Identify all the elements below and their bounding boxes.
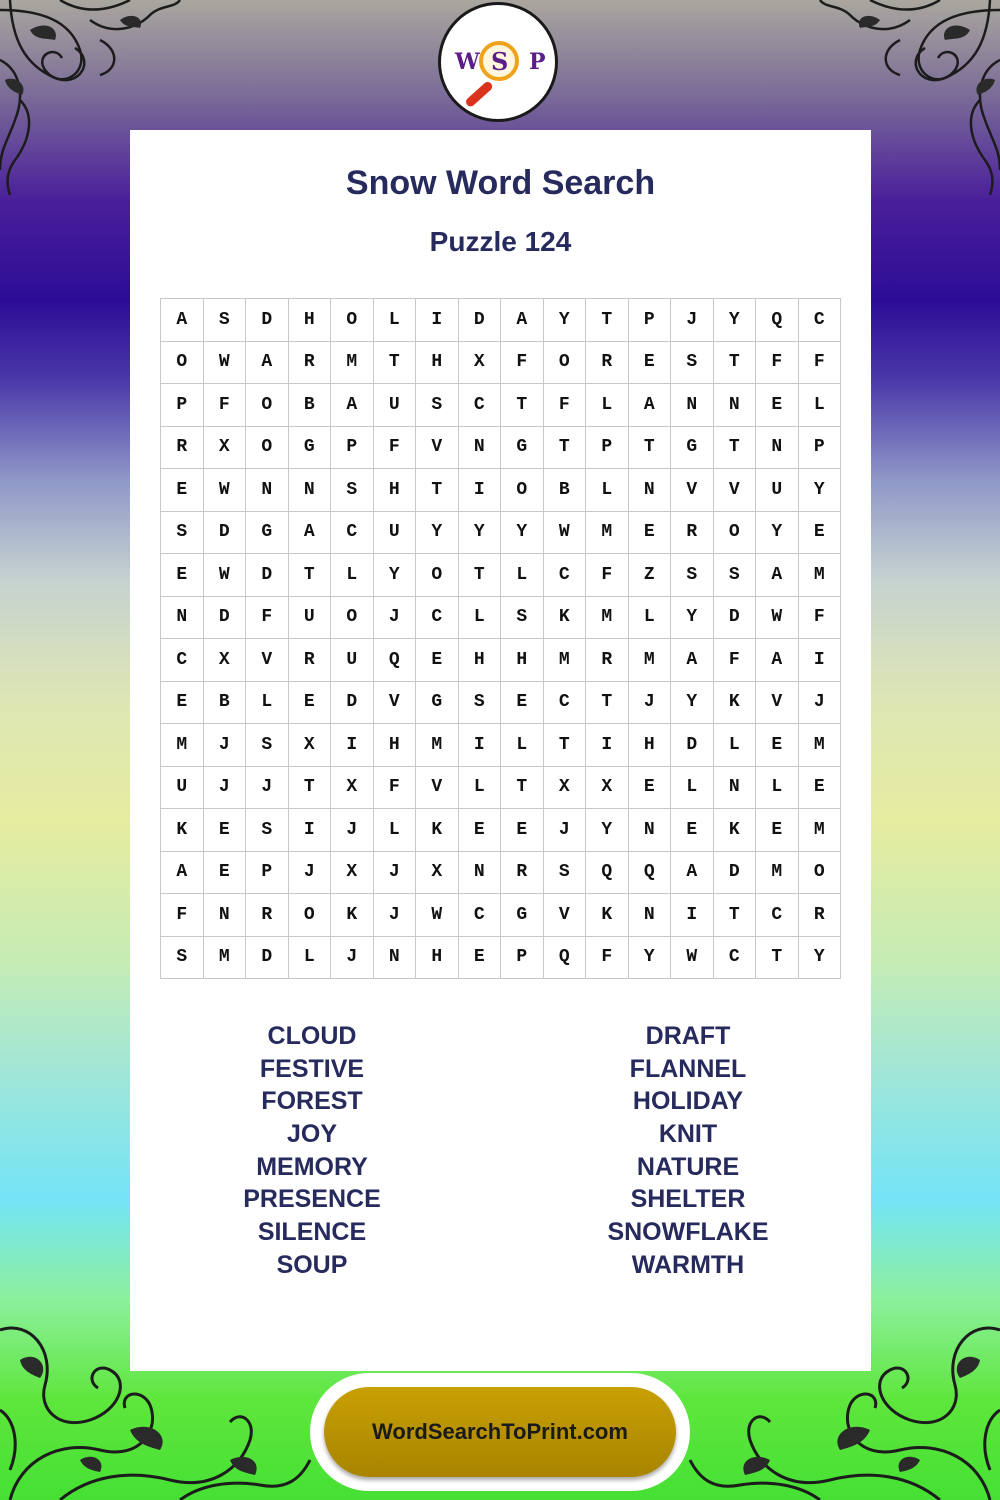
grid-cell: S — [246, 724, 289, 767]
wsp-logo — [438, 2, 558, 122]
grid-cell: H — [416, 342, 459, 385]
grid-cell: D — [246, 299, 289, 342]
grid-cell: T — [501, 384, 544, 427]
grid-cell: A — [501, 299, 544, 342]
grid-cell: K — [331, 894, 374, 937]
grid-cell: T — [714, 894, 757, 937]
grid-cell: M — [331, 342, 374, 385]
grid-cell: T — [586, 682, 629, 725]
grid-cell: D — [246, 937, 289, 980]
grid-cell: E — [459, 937, 502, 980]
grid-cell: N — [629, 469, 672, 512]
grid-cell: K — [416, 809, 459, 852]
grid-cell: C — [459, 384, 502, 427]
grid-cell: J — [204, 767, 247, 810]
grid-cell: E — [629, 767, 672, 810]
grid-cell: R — [671, 512, 714, 555]
grid-cell: R — [289, 342, 332, 385]
grid-cell: J — [374, 597, 417, 640]
grid-cell: S — [501, 597, 544, 640]
grid-cell: J — [799, 682, 842, 725]
grid-cell: L — [586, 469, 629, 512]
grid-cell: E — [204, 809, 247, 852]
word-list-item: SILENCE — [257, 1218, 367, 1247]
puzzle-card — [130, 130, 871, 1371]
grid-cell: X — [416, 852, 459, 895]
grid-cell: D — [714, 597, 757, 640]
grid-cell: L — [714, 724, 757, 767]
grid-cell: O — [714, 512, 757, 555]
grid-cell: V — [416, 767, 459, 810]
grid-cell: K — [586, 894, 629, 937]
grid-cell: N — [629, 809, 672, 852]
grid-cell: I — [671, 894, 714, 937]
grid-cell: G — [671, 427, 714, 470]
grid-cell: T — [459, 554, 502, 597]
grid-cell: K — [161, 809, 204, 852]
website-link-button[interactable]: WordSearchToPrint.com — [324, 1387, 676, 1477]
grid-cell: H — [501, 639, 544, 682]
grid-cell: R — [586, 639, 629, 682]
grid-cell: M — [756, 852, 799, 895]
grid-cell: F — [374, 427, 417, 470]
magnifier-handle — [464, 80, 494, 108]
grid-cell: Z — [629, 554, 672, 597]
grid-cell: Y — [501, 512, 544, 555]
grid-cell: A — [671, 852, 714, 895]
grid-cell: G — [246, 512, 289, 555]
grid-cell: R — [586, 342, 629, 385]
grid-cell: V — [416, 427, 459, 470]
grid-cell: E — [161, 682, 204, 725]
grid-cell: S — [246, 809, 289, 852]
grid-cell: J — [204, 724, 247, 767]
word-list-item: PRESENCE — [243, 1185, 381, 1214]
grid-cell: V — [714, 469, 757, 512]
grid-cell: A — [161, 852, 204, 895]
grid-cell: E — [629, 512, 672, 555]
grid-cell: I — [459, 724, 502, 767]
word-list-item: WARMTH — [631, 1250, 745, 1279]
grid-cell: O — [246, 384, 289, 427]
grid-cell: T — [501, 767, 544, 810]
grid-cell: F — [501, 342, 544, 385]
grid-cell: A — [331, 384, 374, 427]
grid-cell: R — [799, 894, 842, 937]
grid-cell: A — [756, 639, 799, 682]
grid-cell: X — [204, 427, 247, 470]
grid-cell: W — [671, 937, 714, 980]
puzzle-number: Puzzle 124 — [429, 226, 572, 257]
grid-cell: R — [289, 639, 332, 682]
grid-cell: V — [671, 469, 714, 512]
grid-cell: I — [289, 809, 332, 852]
grid-cell: P — [799, 427, 842, 470]
grid-cell: C — [416, 597, 459, 640]
grid-cell: J — [246, 767, 289, 810]
grid-cell: M — [799, 724, 842, 767]
word-list-item: SOUP — [276, 1250, 348, 1279]
grid-cell: T — [714, 427, 757, 470]
grid-cell: M — [799, 554, 842, 597]
grid-cell: A — [629, 384, 672, 427]
grid-cell: Q — [756, 299, 799, 342]
grid-cell: M — [629, 639, 672, 682]
grid-cell: Y — [671, 682, 714, 725]
grid-cell: S — [331, 469, 374, 512]
grid-cell: C — [756, 894, 799, 937]
grid-cell: N — [289, 469, 332, 512]
grid-cell: N — [459, 852, 502, 895]
grid-cell: R — [246, 894, 289, 937]
word-list-item: MEMORY — [256, 1152, 368, 1181]
grid-cell: Y — [374, 554, 417, 597]
page-title: Snow Word Search — [345, 164, 656, 202]
grid-cell: C — [544, 554, 587, 597]
grid-cell: J — [289, 852, 332, 895]
word-list-item: FOREST — [261, 1087, 363, 1116]
grid-cell: Y — [799, 469, 842, 512]
grid-cell: X — [331, 767, 374, 810]
grid-cell: L — [501, 724, 544, 767]
grid-cell: F — [756, 342, 799, 385]
grid-cell: O — [289, 894, 332, 937]
grid-cell: L — [374, 299, 417, 342]
grid-cell: M — [161, 724, 204, 767]
grid-cell: N — [756, 427, 799, 470]
grid-cell: M — [586, 597, 629, 640]
grid-cell: M — [586, 512, 629, 555]
grid-cell: Y — [586, 809, 629, 852]
grid-cell: E — [629, 342, 672, 385]
grid-cell: E — [161, 469, 204, 512]
grid-cell: M — [204, 937, 247, 980]
grid-cell: U — [289, 597, 332, 640]
grid-cell: S — [714, 554, 757, 597]
grid-cell: J — [374, 894, 417, 937]
grid-cell: T — [544, 427, 587, 470]
grid-cell: O — [501, 469, 544, 512]
grid-cell: F — [586, 554, 629, 597]
grid-cell: O — [246, 427, 289, 470]
word-list-item: SNOWFLAKE — [607, 1218, 769, 1247]
grid-cell: E — [289, 682, 332, 725]
grid-cell: W — [416, 894, 459, 937]
grid-cell: P — [629, 299, 672, 342]
grid-cell: K — [544, 597, 587, 640]
grid-cell: F — [204, 384, 247, 427]
grid-cell: L — [459, 767, 502, 810]
grid-cell: N — [459, 427, 502, 470]
grid-cell: X — [331, 852, 374, 895]
grid-cell: C — [799, 299, 842, 342]
grid-cell: Y — [714, 299, 757, 342]
grid-cell: T — [374, 342, 417, 385]
word-list-item: DRAFT — [645, 1022, 731, 1050]
grid-cell: M — [544, 639, 587, 682]
grid-cell: A — [161, 299, 204, 342]
grid-cell: L — [629, 597, 672, 640]
grid-cell: G — [501, 894, 544, 937]
grid-cell: N — [246, 469, 289, 512]
grid-cell: I — [459, 469, 502, 512]
grid-cell: I — [331, 724, 374, 767]
grid-cell: Q — [374, 639, 417, 682]
grid-cell: F — [714, 639, 757, 682]
grid-cell: X — [204, 639, 247, 682]
grid-cell: U — [756, 469, 799, 512]
grid-cell: U — [374, 512, 417, 555]
grid-cell: V — [756, 682, 799, 725]
grid-cell: Y — [671, 597, 714, 640]
grid-cell: I — [416, 299, 459, 342]
grid-cell: F — [799, 597, 842, 640]
grid-cell: T — [629, 427, 672, 470]
grid-cell: A — [756, 554, 799, 597]
grid-cell: G — [289, 427, 332, 470]
grid-cell: H — [629, 724, 672, 767]
grid-cell: A — [289, 512, 332, 555]
grid-cell: D — [459, 299, 502, 342]
grid-cell: O — [799, 852, 842, 895]
grid-cell: E — [161, 554, 204, 597]
grid-cell: V — [246, 639, 289, 682]
grid-cell: T — [544, 724, 587, 767]
grid-cell: X — [289, 724, 332, 767]
grid-cell: U — [331, 639, 374, 682]
grid-cell: Q — [586, 852, 629, 895]
grid-cell: M — [799, 809, 842, 852]
grid-cell: E — [756, 809, 799, 852]
grid-cell: P — [161, 384, 204, 427]
grid-cell: S — [161, 937, 204, 980]
grid-cell: X — [586, 767, 629, 810]
word-list-left — [162, 1020, 462, 1282]
grid-cell: N — [374, 937, 417, 980]
grid-cell: J — [671, 299, 714, 342]
grid-cell: R — [501, 852, 544, 895]
grid-cell: P — [246, 852, 289, 895]
grid-cell: C — [714, 937, 757, 980]
grid-cell: I — [799, 639, 842, 682]
grid-cell: J — [544, 809, 587, 852]
grid-cell: W — [756, 597, 799, 640]
grid-cell: L — [586, 384, 629, 427]
grid-cell: Y — [459, 512, 502, 555]
grid-cell: C — [544, 682, 587, 725]
logo-letter-p: P — [529, 49, 546, 75]
grid-cell: E — [756, 724, 799, 767]
grid-cell: S — [161, 512, 204, 555]
grid-cell: D — [331, 682, 374, 725]
grid-cell: X — [459, 342, 502, 385]
grid-cell: D — [671, 724, 714, 767]
grid-cell: J — [629, 682, 672, 725]
logo-letter-w: W — [455, 49, 480, 75]
grid-cell: F — [246, 597, 289, 640]
grid-cell: F — [544, 384, 587, 427]
grid-cell: S — [671, 342, 714, 385]
grid-cell: W — [204, 342, 247, 385]
grid-cell: L — [374, 809, 417, 852]
grid-cell: Y — [544, 299, 587, 342]
grid-cell: L — [459, 597, 502, 640]
grid-cell: C — [161, 639, 204, 682]
grid-cell: L — [246, 682, 289, 725]
grid-cell: Y — [629, 937, 672, 980]
grid-cell: D — [204, 512, 247, 555]
word-list-item: FLANNEL — [629, 1054, 747, 1083]
grid-cell: C — [459, 894, 502, 937]
grid-cell: O — [544, 342, 587, 385]
grid-cell: S — [416, 384, 459, 427]
grid-cell: P — [586, 427, 629, 470]
grid-cell: V — [544, 894, 587, 937]
grid-cell: A — [246, 342, 289, 385]
grid-cell: E — [459, 809, 502, 852]
grid-cell: H — [459, 639, 502, 682]
footer-pill — [310, 1373, 690, 1491]
grid-cell: S — [459, 682, 502, 725]
grid-cell: J — [331, 937, 374, 980]
logo-letter-s: S — [491, 47, 509, 76]
word-list-item: HOLIDAY — [632, 1087, 744, 1116]
grid-cell: L — [799, 384, 842, 427]
grid-cell: U — [374, 384, 417, 427]
grid-cell: A — [671, 639, 714, 682]
grid-cell: T — [756, 937, 799, 980]
grid-cell: H — [374, 469, 417, 512]
grid-cell: L — [671, 767, 714, 810]
grid-cell: N — [161, 597, 204, 640]
grid-cell: F — [586, 937, 629, 980]
grid-cell: L — [756, 767, 799, 810]
grid-cell: F — [799, 342, 842, 385]
grid-cell: U — [161, 767, 204, 810]
grid-cell: R — [161, 427, 204, 470]
grid-cell: W — [544, 512, 587, 555]
grid-cell: N — [714, 767, 757, 810]
grid-cell: O — [416, 554, 459, 597]
grid-cell: E — [501, 809, 544, 852]
grid-cell: F — [161, 894, 204, 937]
grid-cell: M — [416, 724, 459, 767]
grid-cell: T — [289, 554, 332, 597]
grid-cell: S — [544, 852, 587, 895]
grid-cell: Y — [756, 512, 799, 555]
grid-cell: N — [629, 894, 672, 937]
grid-cell: J — [331, 809, 374, 852]
grid-cell: H — [416, 937, 459, 980]
grid-cell: E — [671, 809, 714, 852]
grid-cell: Q — [629, 852, 672, 895]
grid-cell: E — [799, 512, 842, 555]
grid-cell: O — [161, 342, 204, 385]
grid-cell: K — [714, 809, 757, 852]
grid-cell: Q — [544, 937, 587, 980]
grid-cell: D — [204, 597, 247, 640]
grid-cell: D — [246, 554, 289, 597]
grid-cell: C — [331, 512, 374, 555]
grid-cell: E — [416, 639, 459, 682]
word-list-item: CLOUD — [267, 1022, 357, 1050]
grid-cell: G — [416, 682, 459, 725]
grid-cell: K — [714, 682, 757, 725]
grid-cell: W — [204, 469, 247, 512]
grid-cell: W — [204, 554, 247, 597]
grid-cell: E — [501, 682, 544, 725]
grid-cell: N — [204, 894, 247, 937]
word-list-item: NATURE — [636, 1152, 740, 1181]
grid-cell: V — [374, 682, 417, 725]
grid-cell: O — [331, 597, 374, 640]
grid-cell: L — [289, 937, 332, 980]
grid-cell: H — [289, 299, 332, 342]
grid-cell: X — [544, 767, 587, 810]
grid-cell: T — [416, 469, 459, 512]
grid-cell: I — [586, 724, 629, 767]
grid-cell: J — [374, 852, 417, 895]
grid-cell: P — [331, 427, 374, 470]
grid-cell: S — [204, 299, 247, 342]
grid-cell: G — [501, 427, 544, 470]
grid-cell: B — [544, 469, 587, 512]
grid-cell: L — [331, 554, 374, 597]
grid-cell: D — [714, 852, 757, 895]
grid-cell: N — [671, 384, 714, 427]
grid-cell: P — [501, 937, 544, 980]
word-list-item: KNIT — [658, 1120, 718, 1149]
grid-cell: B — [204, 682, 247, 725]
word-list-item: FESTIVE — [259, 1054, 365, 1083]
grid-cell: E — [756, 384, 799, 427]
grid-cell: T — [586, 299, 629, 342]
grid-cell: S — [671, 554, 714, 597]
grid-cell: F — [374, 767, 417, 810]
grid-cell: N — [714, 384, 757, 427]
letter-grid — [160, 298, 841, 979]
word-list-item: SHELTER — [630, 1185, 746, 1214]
grid-cell: H — [374, 724, 417, 767]
grid-cell: B — [289, 384, 332, 427]
word-list-right — [538, 1020, 838, 1282]
grid-cell: E — [799, 767, 842, 810]
grid-cell: Y — [799, 937, 842, 980]
grid-cell: O — [331, 299, 374, 342]
grid-cell: Y — [416, 512, 459, 555]
word-list-item: JOY — [286, 1120, 338, 1149]
grid-cell: L — [501, 554, 544, 597]
grid-cell: E — [204, 852, 247, 895]
grid-cell: T — [714, 342, 757, 385]
grid-cell: T — [289, 767, 332, 810]
